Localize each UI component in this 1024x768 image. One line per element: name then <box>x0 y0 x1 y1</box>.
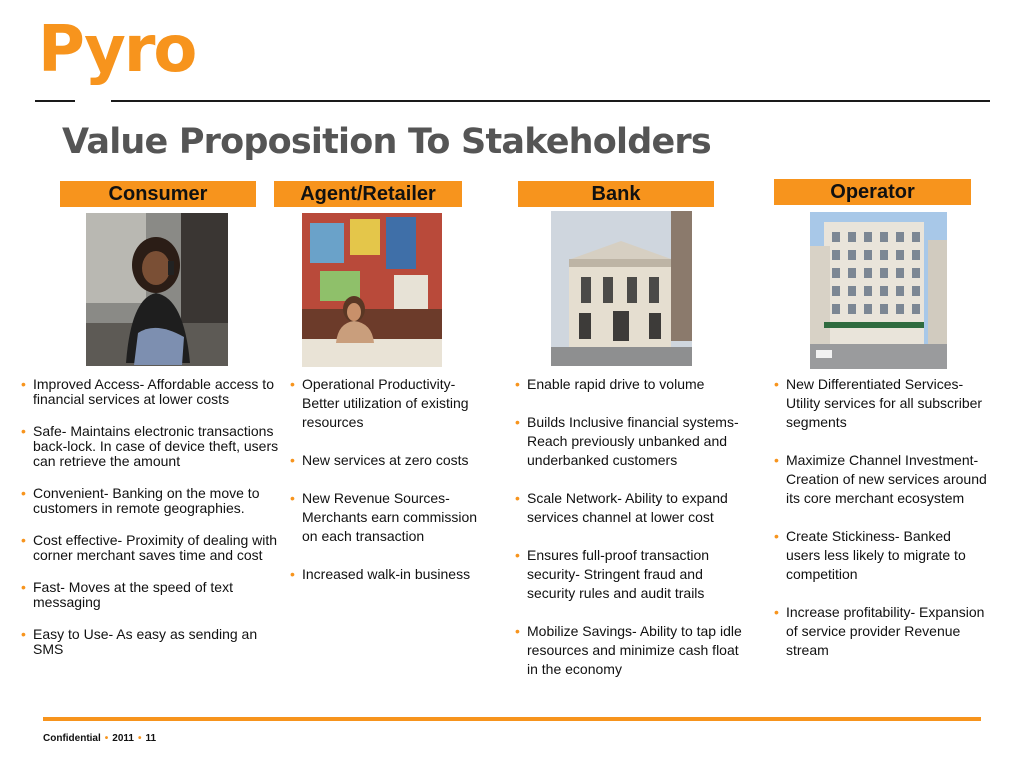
bullet-icon: • <box>515 414 520 430</box>
footer-confidential: Confidential <box>43 733 101 744</box>
list-item: • Ensures full-proof transaction security- Stringent fraud and security rules and audit trails <box>515 547 710 601</box>
bullet-icon: • <box>515 376 520 392</box>
list-item: • New Revenue Sources- Merchants earn commission on each transaction <box>290 490 478 544</box>
logo-descender-gap <box>75 98 111 104</box>
bullet-icon: • <box>774 528 779 544</box>
bullet-icon: • <box>21 376 26 392</box>
list-item: • Improved Access- Affordable access to financial services at lower costs <box>21 376 274 407</box>
bullet-icon: • <box>21 485 26 501</box>
list-item: • Easy to Use- As easy as sending an SMS <box>21 626 258 657</box>
list-item: • Enable rapid drive to volume <box>515 376 705 392</box>
pyro-logo: Pyro <box>38 13 196 87</box>
bullet-icon: • <box>515 490 520 506</box>
list-item: • Builds Inclusive financial systems- Reach previously unbanked and underbanked customers <box>515 414 739 468</box>
agent-retailer-benefits-list <box>290 375 490 603</box>
list-item: • Mobilize Savings- Ability to tap idle resources and minimize cash float in the economy <box>515 623 742 677</box>
column-header-agent-retailer: Agent/Retailer <box>274 181 462 207</box>
list-item: • Operational Productivity- Better utilization of existing resources <box>290 376 469 430</box>
page-number: 11 <box>145 733 157 744</box>
agent-retailer-photo <box>302 213 442 367</box>
list-item: • Create Stickiness- Banked users less likely to migrate to competition <box>774 528 966 582</box>
slide-footer <box>43 733 156 744</box>
list-item: • Safe- Maintains electronic transactions back-lock. In case of device theft, users can retrieve the amount <box>21 423 279 469</box>
bullet-icon: • <box>515 547 520 563</box>
slide-title: Value Proposition To Stakeholders <box>62 122 711 162</box>
list-item: • Convenient- Banking on the move to customers in remote geographies. <box>21 485 260 516</box>
column-header-bank: Bank <box>518 181 714 207</box>
bullet-icon: • <box>290 566 295 582</box>
separator-dot-icon: • <box>104 733 109 744</box>
footer-divider <box>43 717 981 721</box>
list-item: • Increase profitability- Expansion of service provider Revenue stream <box>774 604 985 658</box>
list-item: • Fast- Moves at the speed of text messaging <box>21 579 233 610</box>
bullet-icon: • <box>290 452 295 468</box>
bullet-icon: • <box>290 490 295 506</box>
list-item: • Increased walk-in business <box>290 566 471 582</box>
column-header-operator: Operator <box>774 179 971 205</box>
bullet-icon: • <box>515 623 520 639</box>
bullet-icon: • <box>21 579 26 595</box>
operator-benefits-list <box>774 375 988 679</box>
list-item: • Scale Network- Ability to expand services channel at lower cost <box>515 490 728 525</box>
list-item: • Cost effective- Proximity of dealing with corner merchant saves time and cost <box>21 532 278 563</box>
header-divider <box>35 100 990 102</box>
bullet-icon: • <box>21 626 26 642</box>
consumer-photo <box>86 213 228 366</box>
column-header-consumer: Consumer <box>60 181 256 207</box>
operator-photo <box>810 212 947 369</box>
bullet-icon: • <box>290 376 295 392</box>
bullet-icon: • <box>774 604 779 620</box>
consumer-benefits-list <box>21 377 279 674</box>
list-item: • New services at zero costs <box>290 452 469 468</box>
footer-year: 2011 <box>112 733 134 744</box>
bullet-icon: • <box>774 376 779 392</box>
bullet-icon: • <box>21 423 26 439</box>
bank-photo <box>551 211 692 366</box>
bullet-icon: • <box>21 532 26 548</box>
separator-dot-icon: • <box>138 733 142 744</box>
list-item: • New Differentiated Services- Utility services for all subscriber segments <box>774 376 983 430</box>
bank-benefits-list <box>515 375 747 698</box>
bullet-icon: • <box>774 452 779 468</box>
list-item: • Maximize Channel Investment- Creation of new services around its core merchant ecosystem <box>774 452 987 506</box>
